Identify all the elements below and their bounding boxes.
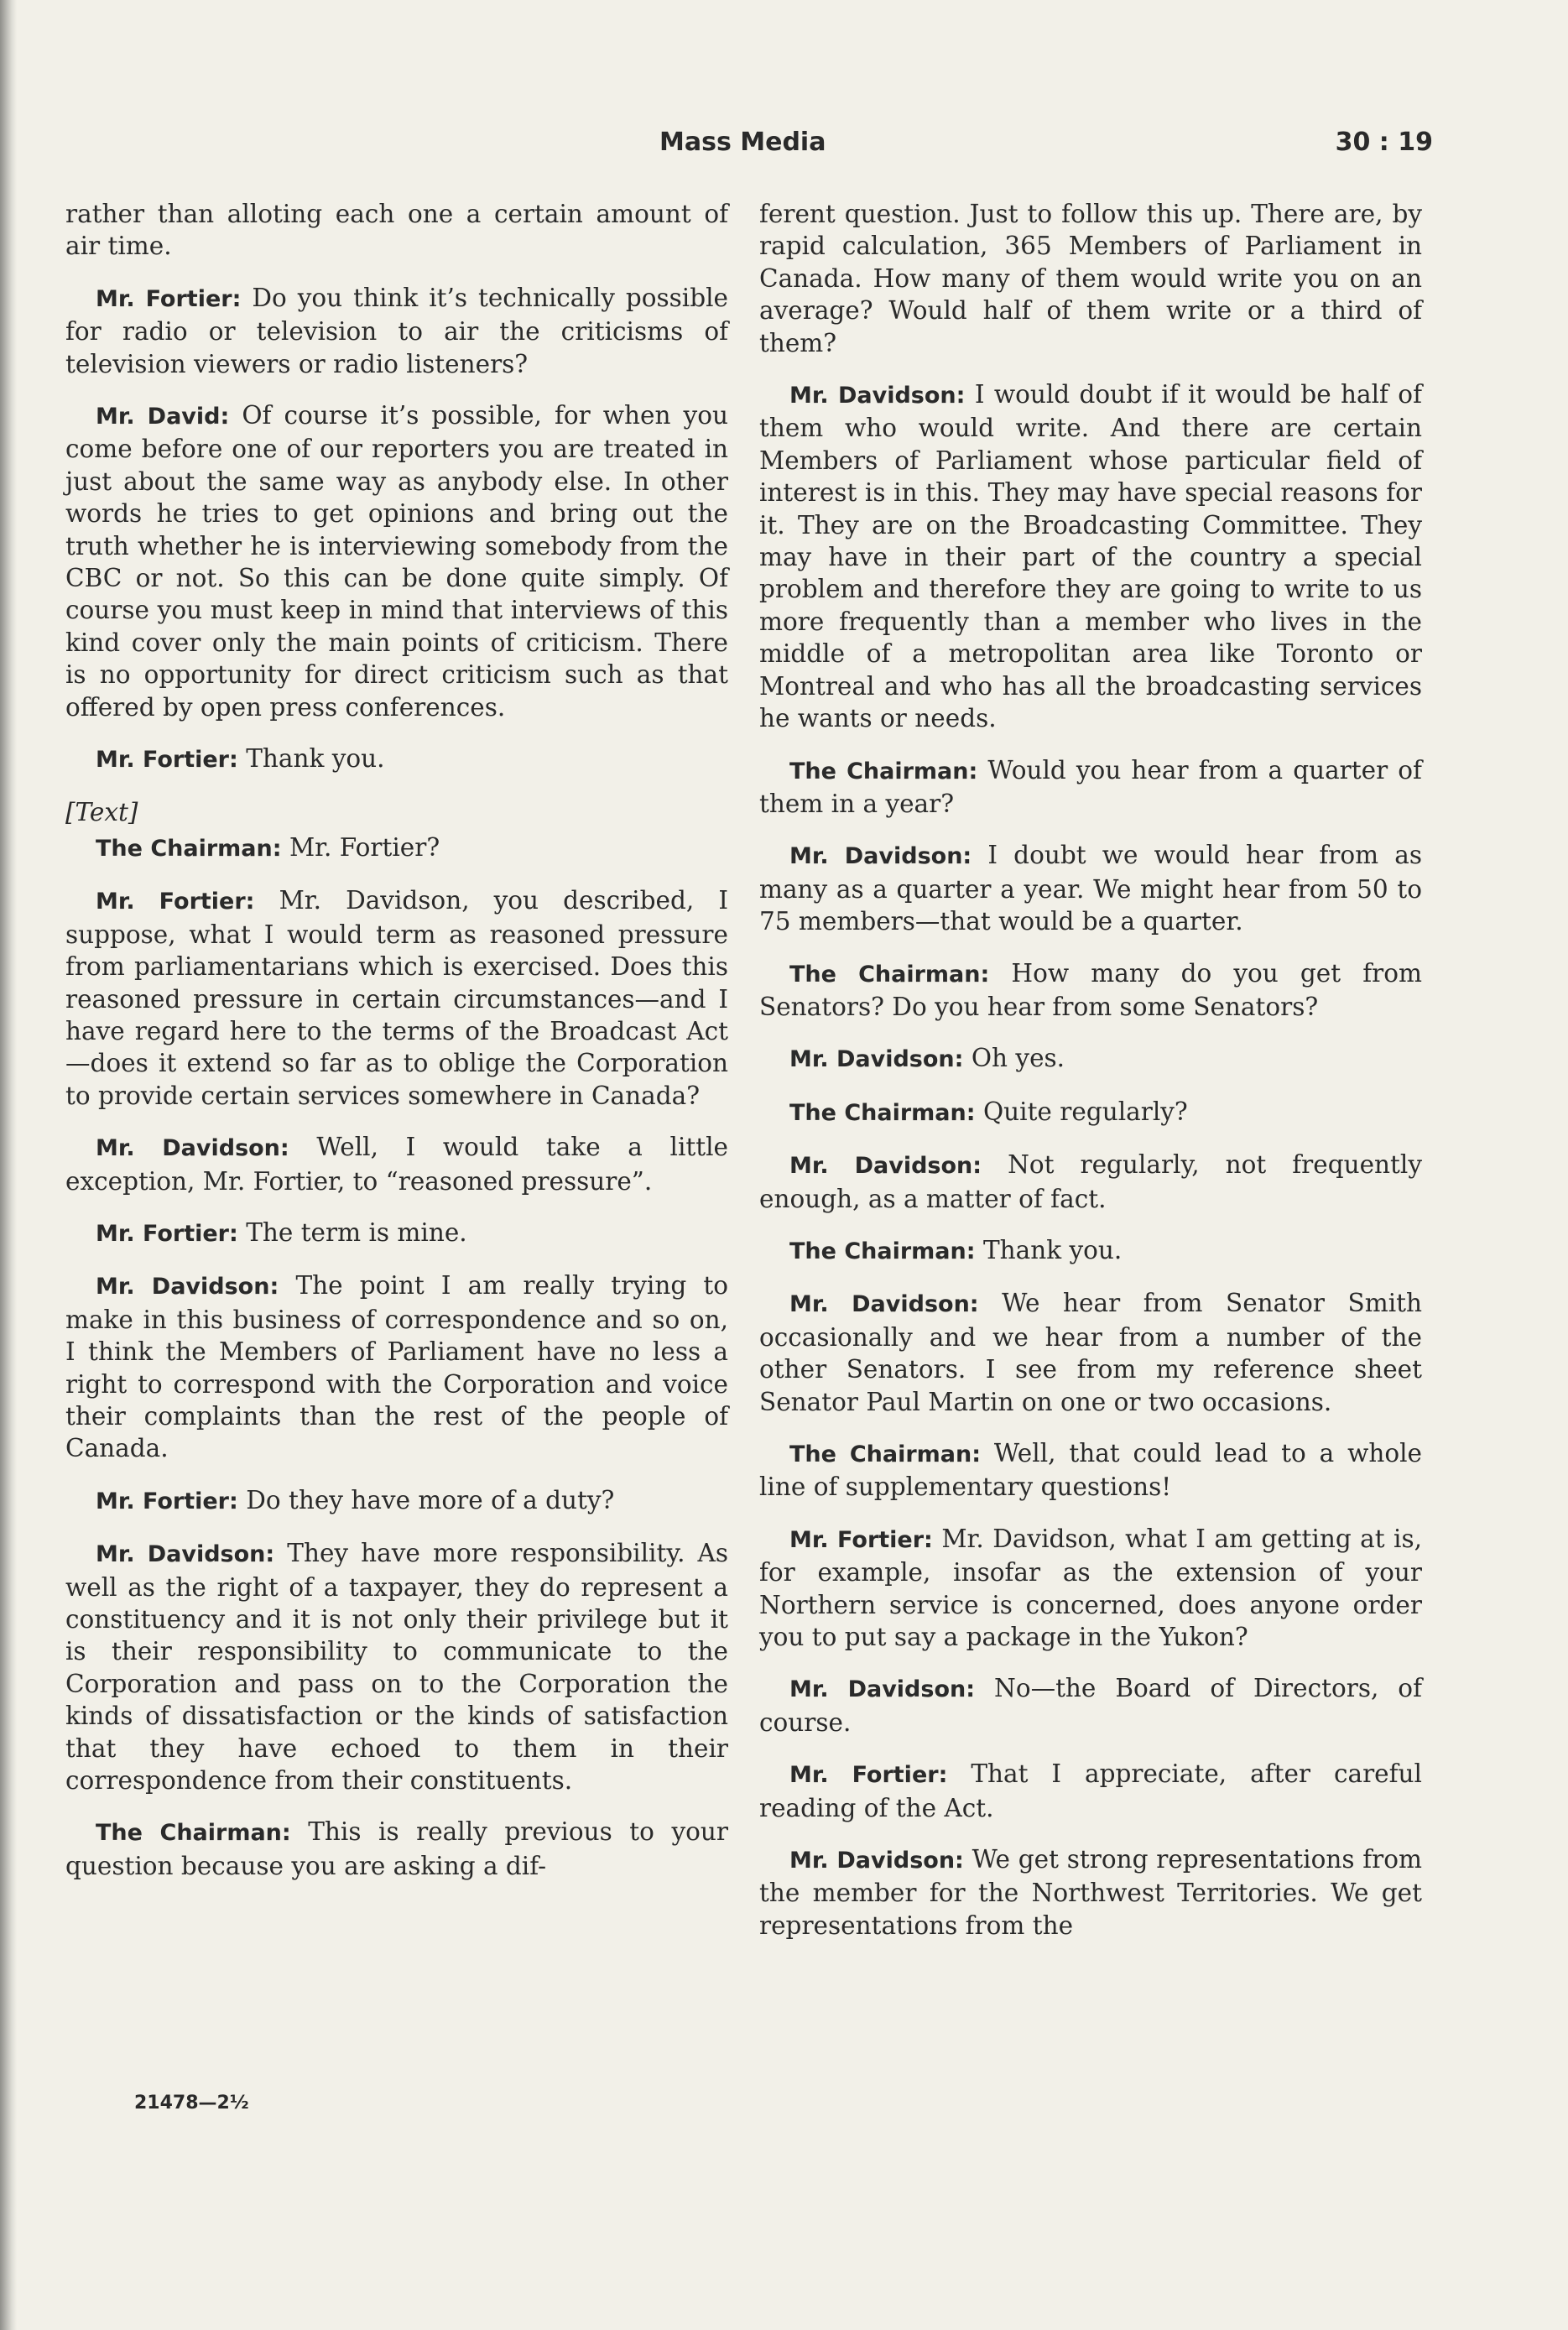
speech-text: Would you hear from a quarter of them in a year?	[759, 755, 1422, 818]
speaker-name: Mr. Fortier:	[789, 1762, 948, 1789]
paragraph	[65, 399, 728, 723]
paragraph	[65, 884, 728, 1112]
speech-text: Not regularly, not frequently enough, as a matter of fact.	[759, 1150, 1422, 1213]
page-header	[659, 128, 1433, 166]
speech-text: Thank you.	[982, 1235, 1123, 1264]
paragraph	[759, 839, 1422, 937]
speaker-name: Mr. David:	[96, 404, 230, 430]
speech-text: Thank you.	[246, 744, 385, 774]
right-column	[759, 198, 1422, 1961]
speech-text: We hear from Senator Smith occasionally and we hear from a number of the other Senators. I see from my reference sheet Senator Paul Martin on one or two occasions.	[759, 1289, 1422, 1416]
speech-text: Of course it’s possible, for when you come before one of our reporters you are treated in just about the same way as anybody else. In other words he tries to get opinions and bring out the truth whether he is interviewing somebody from the CBC or not. So this can be done quite simply. Of course you must keep in mind that interviews of this kind cover only the main points of criticism. There is no opportunity for direct criticism such as that offered by open press conferences.	[65, 401, 728, 722]
speaker-name: Mr. Davidson:	[96, 1541, 275, 1568]
speaker-name: Mr. Davidson:	[789, 1676, 976, 1703]
page-number: 30 : 19	[1335, 128, 1433, 157]
left-column	[65, 198, 728, 1901]
speech-text: How many do you get from Senators? Do you hear from some Senators?	[759, 958, 1422, 1021]
speech-text: Mr. Fortier?	[289, 832, 440, 862]
speaker-name: Mr. Davidson:	[789, 1153, 982, 1180]
speech-text: Do they have more of a duty?	[246, 1485, 615, 1514]
paragraph	[65, 1537, 728, 1796]
speaker-name: Mr. Davidson:	[789, 1291, 979, 1318]
paragraph	[759, 1758, 1422, 1824]
speaker-name: The Chairman:	[789, 961, 990, 988]
speaker-name: Mr. Fortier:	[96, 285, 242, 312]
paragraph	[759, 1042, 1422, 1076]
paragraph	[759, 754, 1422, 821]
speaker-name: Mr. Fortier:	[789, 1526, 933, 1553]
speaker-name: The Chairman:	[789, 758, 978, 784]
speaker-name: The Chairman:	[789, 1441, 982, 1467]
paragraph	[759, 1096, 1422, 1129]
paragraph	[65, 1217, 728, 1250]
speech-text: No—the Board of Directors, of course.	[759, 1674, 1422, 1737]
paragraph	[759, 1523, 1422, 1654]
speech-text: I doubt we would hear from as many as a quarter a year. We might hear from 50 to 75 members—that would be a quarter.	[759, 841, 1422, 936]
speaker-name: Mr. Fortier:	[96, 889, 255, 915]
speech-text: Mr. Davidson, what I am getting at is, for example, insofar as the extension of your Northern service is concerned, does anyone order you to put say a package in the Yukon?	[759, 1524, 1422, 1652]
speech-text: We get strong representations from the member for the Northwest Territories. We get representations from the	[759, 1845, 1422, 1940]
paragraph	[65, 282, 728, 380]
section-label: [Text]	[65, 797, 138, 826]
paragraph: ferent question. Just to follow this up. There are, by rapid calculation, 365 Members of Parliament in Canada. How many of them would write you on an average? Would half of them write or a third of them?	[759, 200, 1422, 357]
speaker-name: The Chairman:	[789, 1238, 976, 1264]
paragraph	[65, 831, 728, 865]
speaker-name: Mr. Davidson:	[789, 1046, 964, 1073]
speech-text: The point I am really trying to make in this business of correspondence and so on, I think the Members of Parliament have no less a right to correspond with the Corporation and voice their complaints than the rest of the people of Canada.	[65, 1271, 728, 1463]
paragraph	[65, 1269, 728, 1464]
speaker-name: Mr. Davidson:	[789, 1848, 964, 1874]
paragraph	[759, 1437, 1422, 1504]
speaker-name: Mr. Davidson:	[789, 383, 966, 409]
speaker-name: Mr. Fortier:	[96, 1488, 238, 1514]
speaker-name: The Chairman:	[789, 1099, 976, 1126]
paragraph	[759, 957, 1422, 1024]
paragraph	[759, 1843, 1422, 1942]
paragraph	[65, 1816, 728, 1882]
paragraph	[65, 1484, 728, 1518]
paragraph	[65, 1131, 728, 1197]
paragraph	[759, 378, 1422, 734]
speech-text: They have more responsibility. As well as the right of a taxpayer, they do represent a constituency and it is not only their privilege but it is their responsibility to communicate to the Corporation and pass on to the Corporation the kinds of dissatisfaction or the kinds of satisfaction that they have echoed to them in their correspondence from their constituents.	[65, 1539, 728, 1796]
speaker-name: The Chairman:	[96, 835, 282, 862]
speaker-name: Mr. Davidson:	[96, 1135, 289, 1162]
speech-text: This is really previous to your question because you are asking a dif-	[65, 1817, 728, 1880]
speech-text: Mr. Davidson, you described, I suppose, what I would term as reasoned pressure from parliamentarians which is exercised. Does this reasoned pressure in certain circumstances—and I have regard here to the terms of the Broadcast Act—does it extend so far as to oblige the Corporation to provide certain services somewhere in Canada?	[65, 886, 728, 1110]
paragraph: rather than alloting each one a certain amount of air time.	[65, 200, 728, 261]
print-signature: 21478—2½	[134, 2093, 249, 2114]
speaker-name: Mr. Fortier:	[96, 747, 238, 774]
speech-text: That I appreciate, after careful reading of the Act.	[759, 1759, 1422, 1822]
paragraph	[759, 1287, 1422, 1418]
speech-text: Quite regularly?	[982, 1097, 1188, 1126]
book-spine-shadow	[0, 0, 17, 2330]
speaker-name: The Chairman:	[96, 1820, 291, 1847]
speech-text: The term is mine.	[246, 1217, 467, 1247]
speech-text: Do you think it’s technically possible for radio or television to air the criticisms of television viewers or radio listeners?	[65, 283, 728, 378]
speech-text: I would doubt if it would be half of them who would write. And there are certain Members of Parliament whose particular field of interest is in this. They may have special reasons for it. They are on the Broadcasting Committee. They may have in their part of the country a special problem and therefore they are going to write to us more frequently than a member who lives in the middle of a metropolitan area like Toronto or Montreal and who has all the broadcasting services he wants or needs.	[759, 380, 1422, 733]
speech-text: Well, I would take a little exception, Mr. Fortier, to “reasoned pressure”.	[65, 1133, 728, 1196]
speech-text: Well, that could lead to a whole line of supplementary questions!	[759, 1439, 1422, 1502]
paragraph	[65, 743, 728, 776]
running-title: Mass Media	[659, 128, 826, 157]
paragraph	[759, 1672, 1422, 1738]
speaker-name: Mr. Davidson:	[96, 1274, 279, 1301]
paragraph	[759, 1149, 1422, 1215]
speaker-name: Mr. Fortier:	[96, 1220, 238, 1247]
speech-text: Oh yes.	[971, 1044, 1065, 1073]
speaker-name: Mr. Davidson:	[789, 843, 972, 870]
paragraph	[759, 1234, 1422, 1268]
